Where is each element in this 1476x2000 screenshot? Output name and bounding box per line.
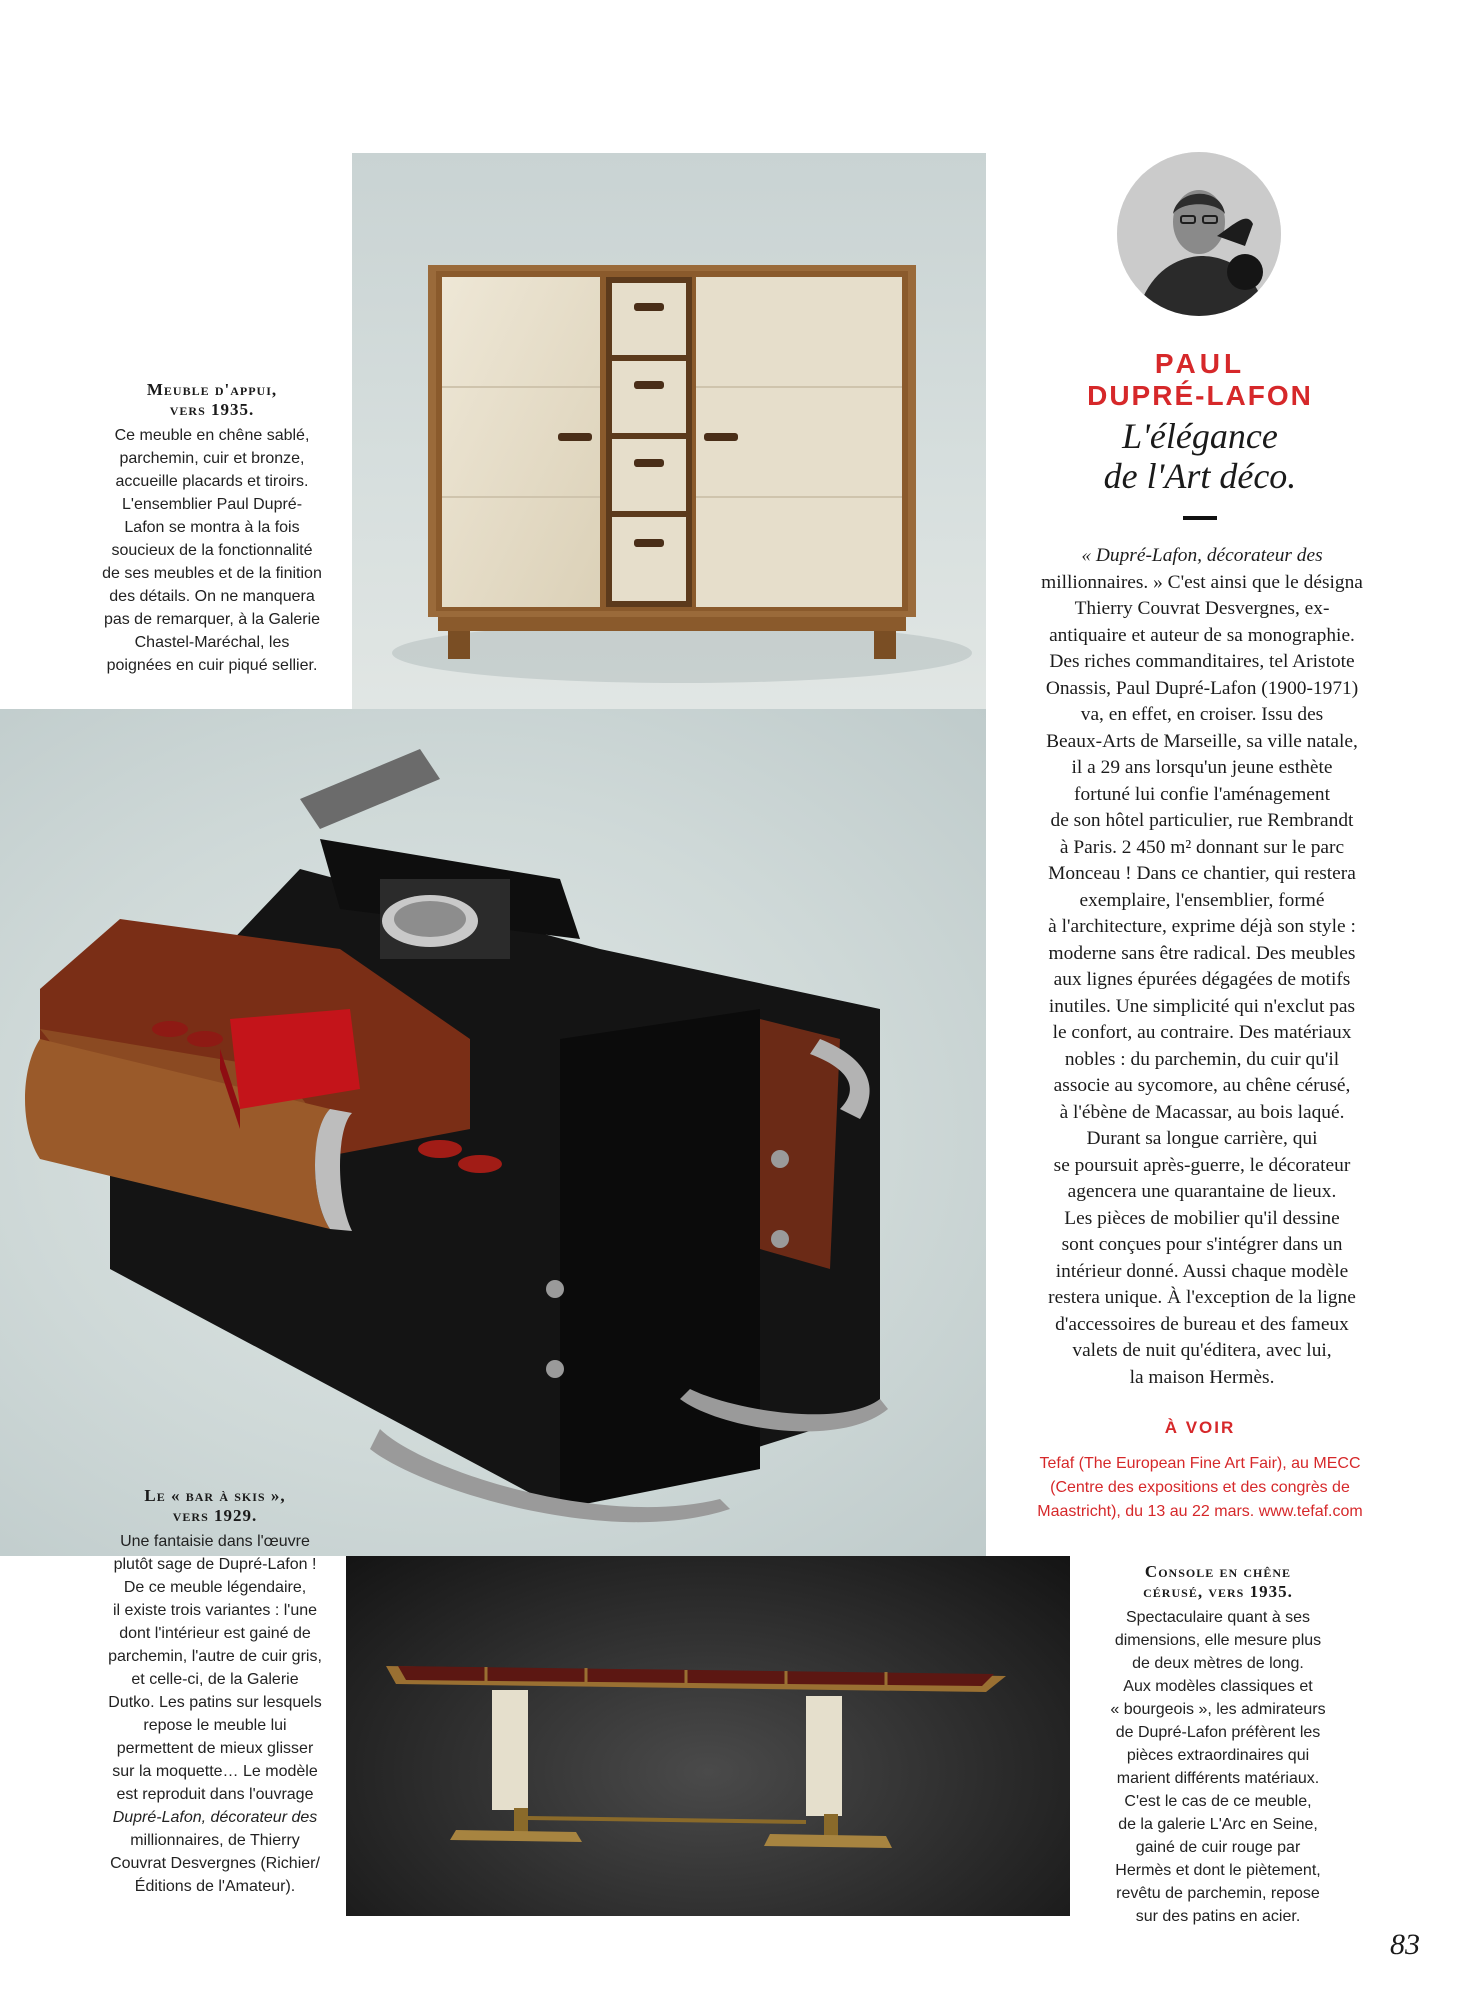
body-line: « Dupré-Lafon, décorateur des [1081, 545, 1323, 566]
bar-photo [0, 709, 986, 1556]
caption-line: Couvrat Desvergnes (Richier/ [110, 1855, 320, 1872]
console-title-line: Console en chêne [1144, 1562, 1292, 1581]
body-line: de son hôtel particulier, rue Rembrandt [1050, 810, 1354, 831]
body-line: antiquaire et auteur de sa monographie. [1049, 624, 1355, 646]
caption-line: de la galerie L'Arc en Seine, [1118, 1816, 1318, 1833]
caption-line: dont l'intérieur est gainé de [119, 1625, 311, 1642]
cabinet-photo [352, 153, 986, 709]
caption-line: permettent de mieux glisser [116, 1740, 314, 1757]
bar-title-line: Le « bar à skis », [144, 1486, 286, 1505]
caption-line: marient différents matériaux. [1116, 1770, 1320, 1787]
caption-line: soucieux de la fonctionnalité [111, 542, 313, 559]
body-line: fortuné lui confie l'aménagement [1073, 783, 1330, 805]
caption-line: De ce meuble légendaire, [123, 1579, 307, 1596]
body-line: d'accessoires de bureau et des fameux [1055, 1313, 1349, 1335]
cabinet-caption [80, 380, 344, 677]
caption-line: poignées en cuir piqué sellier. [106, 657, 318, 674]
caption-line: parchemin, l'autre de cuir gris, [108, 1648, 322, 1665]
caption-line: Ce meuble en chêne sablé, [114, 427, 310, 444]
console-caption [1082, 1562, 1354, 1928]
body-line: aux lignes épurées dégagées de motifs [1053, 969, 1351, 990]
portrait-photo [1117, 152, 1281, 316]
caption-line: de ses meubles et de la finition [102, 565, 322, 582]
body-line: Monceau ! Dans ce chantier, qui restera [1048, 863, 1356, 884]
body-line: à l'architecture, exprime déjà son style : [1048, 916, 1356, 937]
cabinet-title-line: Meuble d'appui, [146, 380, 278, 399]
body-line: valets de nuit qu'éditera, avec lui, [1072, 1340, 1332, 1361]
caption-line: des détails. On ne manquera [109, 588, 315, 605]
page-number: 83 [1390, 1928, 1420, 1961]
body-line: à Paris. 2 450 m² donnant sur le parc [1059, 836, 1345, 858]
caption-line: Chastel-Maréchal, les [134, 634, 290, 651]
cabinet-illustration [352, 153, 986, 709]
body-line: millionnaires. » C'est ainsi que le désigna [1041, 571, 1363, 593]
caption-line: C'est le cas de ce meuble, [1124, 1793, 1312, 1810]
caption-line: « bourgeois », les admirateurs [1110, 1701, 1326, 1718]
article-headline-name: PAUL [1154, 348, 1246, 379]
article-headline-surname: DUPRÉ-LAFON [1087, 380, 1313, 411]
body-line: sont conçues pour s'intégrer dans un [1061, 1234, 1343, 1255]
body-line: Les pièces de mobilier qu'il dessine [1064, 1207, 1340, 1229]
subhead-line: L'élégance [1122, 416, 1278, 456]
caption-line: pas de remarquer, à la Galerie [103, 611, 321, 628]
body-line: intérieur donné. Aussi chaque modèle [1055, 1260, 1349, 1282]
console-photo [346, 1556, 1070, 1916]
cabinet-caption-body [80, 424, 344, 677]
a-voir-line: Maastricht), du 13 au 22 mars. www.tefaf.com [1037, 1503, 1363, 1520]
console-illustration [346, 1556, 1070, 1916]
body-line: Thierry Couvrat Desvergnes, ex- [1074, 598, 1330, 619]
console-caption-body [1082, 1606, 1354, 1928]
body-line: se poursuit après-guerre, le décorateur [1053, 1154, 1351, 1176]
cabinet-title-line: vers 1935. [169, 400, 255, 419]
a-voir-details [1000, 1452, 1400, 1524]
body-line: agencera une quarantaine de lieux. [1067, 1181, 1337, 1202]
headline-divider [1183, 516, 1217, 520]
caption-line: accueille placards et tiroirs. [115, 473, 309, 490]
caption-line: Spectaculaire quant à ses [1125, 1609, 1311, 1626]
caption-line: revêtu de parchemin, repose [1116, 1885, 1320, 1902]
body-line: moderne sans être radical. Des meubles [1048, 942, 1356, 964]
body-line: exemplaire, l'ensemblier, formé [1079, 889, 1325, 911]
console-caption-title [1082, 1562, 1354, 1602]
console-title-line: cérusé, vers 1935. [1143, 1582, 1293, 1601]
bar-title-line: vers 1929. [172, 1506, 258, 1525]
caption-line: Dupré-Lafon, décorateur des [112, 1809, 318, 1826]
caption-line: millionnaires, de Thierry [130, 1832, 300, 1849]
portrait-illustration [1117, 152, 1281, 316]
caption-line: de deux mètres de long. [1132, 1655, 1304, 1672]
caption-line: de Dupré-Lafon préfèrent les [1115, 1724, 1321, 1741]
caption-line: repose le meuble lui [143, 1717, 287, 1734]
body-line: inutiles. Une simplicité qui n'exclut pas [1048, 995, 1356, 1017]
caption-line: Éditions de l'Amateur). [134, 1878, 296, 1895]
caption-line: est reproduit dans l'ouvrage [116, 1786, 314, 1803]
article-body [992, 543, 1412, 1391]
caption-line: gainé de cuir rouge par [1135, 1839, 1301, 1856]
a-voir-line: Tefaf (The European Fine Art Fair), au MECC [1039, 1455, 1361, 1472]
a-voir-heading: À VOIR [1164, 1418, 1236, 1437]
body-line: Onassis, Paul Dupré-Lafon (1900-1971) [1045, 677, 1359, 699]
bar-illustration [0, 709, 986, 1556]
body-line: associe au sycomore, au chêne cérusé, [1053, 1075, 1351, 1096]
body-line: Durant sa longue carrière, qui [1086, 1128, 1318, 1149]
body-line: va, en effet, en croiser. Issu des [1080, 704, 1324, 725]
bar-caption-title [70, 1486, 360, 1526]
body-line: nobles : du parchemin, du cuir qu'il [1064, 1048, 1340, 1070]
body-line: le confort, au contraire. Des matériaux [1052, 1022, 1352, 1043]
caption-line: sur la moquette… Le modèle [112, 1763, 318, 1780]
bar-caption [70, 1486, 360, 1898]
subhead-line: de l'Art déco. [1103, 456, 1297, 496]
caption-line: Une fantaisie dans l'œuvre [120, 1533, 310, 1550]
caption-line: et celle-ci, de la Galerie [131, 1671, 299, 1688]
caption-line: sur des patins en acier. [1135, 1908, 1301, 1925]
caption-line: Hermès et dont le piètement, [1115, 1862, 1321, 1879]
caption-line: Lafon se montra à la fois [124, 519, 300, 536]
caption-line: parchemin, cuir et bronze, [119, 450, 305, 467]
article-subhead [1000, 416, 1400, 496]
body-line: restera unique. À l'exception de la ligne [1048, 1287, 1356, 1308]
caption-line: pièces extraordinaires qui [1126, 1747, 1310, 1764]
body-line: à l'ébène de Macassar, au bois laqué. [1059, 1101, 1345, 1123]
body-line: la maison Hermès. [1129, 1366, 1275, 1388]
caption-line: L'ensemblier Paul Dupré- [121, 496, 303, 513]
bar-caption-body [70, 1530, 360, 1898]
caption-line: Dutko. Les patins sur lesquels [108, 1694, 322, 1711]
a-voir-line: (Centre des expositions et des congrès de [1050, 1479, 1350, 1496]
body-line: Beaux-Arts de Marseille, sa ville natale, [1046, 730, 1358, 752]
body-line: il a 29 ans lorsqu'un jeune esthète [1071, 757, 1333, 778]
caption-line: plutôt sage de Dupré-Lafon ! [113, 1556, 317, 1573]
cabinet-caption-title [80, 380, 344, 420]
body-line: Des riches commanditaires, tel Aristote [1049, 651, 1355, 672]
caption-line: Aux modèles classiques et [1123, 1678, 1313, 1695]
caption-line: il existe trois variantes : l'une [112, 1602, 318, 1619]
caption-line: dimensions, elle mesure plus [1114, 1632, 1322, 1649]
